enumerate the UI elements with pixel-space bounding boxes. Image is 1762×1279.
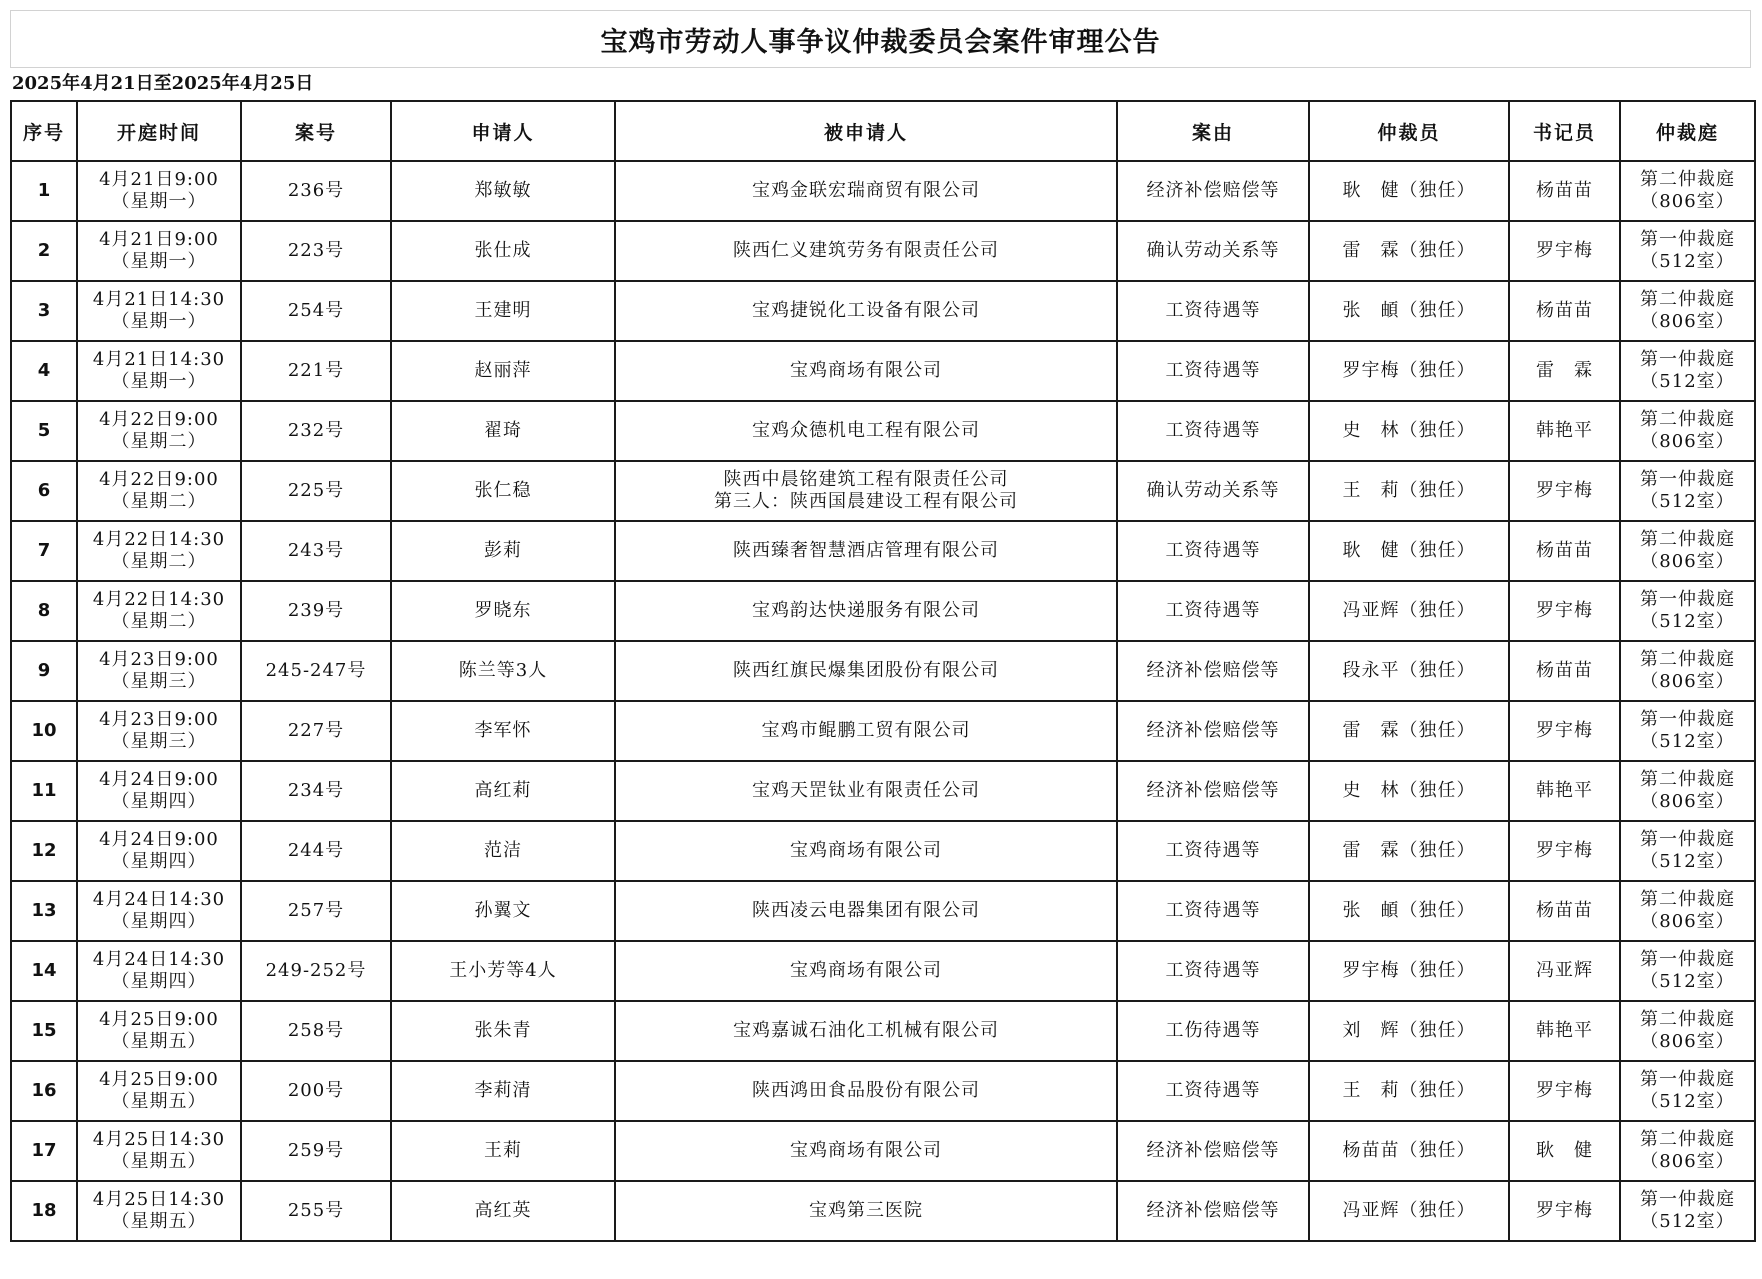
cell-clerk: 罗宇梅 bbox=[1509, 581, 1620, 641]
cell-applicant: 张朱青 bbox=[391, 1001, 615, 1061]
tribunal-name: 第二仲裁庭 bbox=[1640, 649, 1735, 670]
cell-case-number: 221号 bbox=[241, 341, 391, 401]
cell-seq: 8 bbox=[11, 581, 77, 641]
cell-hearing-time bbox=[77, 761, 241, 821]
cell-respondent bbox=[615, 1181, 1117, 1241]
hearing-weekday: （星期三） bbox=[111, 671, 207, 692]
hearing-date: 4月25日9:00 bbox=[99, 1009, 219, 1030]
cell-clerk: 雷 霖 bbox=[1509, 341, 1620, 401]
cell-cause: 工伤待遇等 bbox=[1117, 1001, 1309, 1061]
cell-tribunal bbox=[1620, 281, 1755, 341]
cell-seq: 14 bbox=[11, 941, 77, 1001]
tribunal-name: 第二仲裁庭 bbox=[1640, 529, 1735, 550]
hearing-weekday: （星期一） bbox=[111, 251, 207, 272]
header-arbitrator: 仲裁员 bbox=[1309, 101, 1509, 161]
table-row bbox=[11, 401, 1755, 461]
hearing-weekday: （星期四） bbox=[111, 911, 207, 932]
respondent-name: 陕西中晨铭建筑工程有限责任公司 bbox=[723, 469, 1009, 490]
cell-arbitrator: 张 頔（独任） bbox=[1309, 281, 1509, 341]
cell-hearing-time bbox=[77, 341, 241, 401]
hearing-date: 4月23日9:00 bbox=[99, 649, 219, 670]
table-row bbox=[11, 521, 1755, 581]
hearing-date: 4月24日14:30 bbox=[92, 949, 226, 970]
tribunal-room: （806室） bbox=[1640, 431, 1735, 452]
tribunal-room: （512室） bbox=[1640, 611, 1735, 632]
hearing-weekday: （星期二） bbox=[111, 551, 207, 572]
cell-hearing-time bbox=[77, 1061, 241, 1121]
cell-clerk: 韩艳平 bbox=[1509, 1001, 1620, 1061]
cell-hearing-time bbox=[77, 701, 241, 761]
hearing-date: 4月22日14:30 bbox=[92, 589, 226, 610]
cell-cause: 经济补偿赔偿等 bbox=[1117, 701, 1309, 761]
cell-applicant: 郑敏敏 bbox=[391, 161, 615, 221]
table-row bbox=[11, 821, 1755, 881]
respondent-name: 宝鸡韵达快递服务有限公司 bbox=[752, 600, 980, 621]
cell-seq: 12 bbox=[11, 821, 77, 881]
cell-hearing-time bbox=[77, 881, 241, 941]
respondent-name: 宝鸡捷锐化工设备有限公司 bbox=[752, 300, 980, 321]
cell-hearing-time bbox=[77, 401, 241, 461]
table-row bbox=[11, 1121, 1755, 1181]
cell-applicant: 孙翼文 bbox=[391, 881, 615, 941]
cell-cause: 工资待遇等 bbox=[1117, 521, 1309, 581]
cell-seq: 9 bbox=[11, 641, 77, 701]
tribunal-name: 第一仲裁庭 bbox=[1640, 1069, 1735, 1090]
cell-tribunal bbox=[1620, 881, 1755, 941]
cell-seq: 6 bbox=[11, 461, 77, 521]
hearing-weekday: （星期五） bbox=[111, 1151, 207, 1172]
tribunal-name: 第一仲裁庭 bbox=[1640, 1189, 1735, 1210]
cell-respondent bbox=[615, 821, 1117, 881]
tribunal-name: 第一仲裁庭 bbox=[1640, 949, 1735, 970]
tribunal-name: 第二仲裁庭 bbox=[1640, 1129, 1735, 1150]
cell-applicant: 王小芳等4人 bbox=[391, 941, 615, 1001]
cell-tribunal bbox=[1620, 581, 1755, 641]
cell-clerk: 罗宇梅 bbox=[1509, 1061, 1620, 1121]
cell-arbitrator: 史 林（独任） bbox=[1309, 761, 1509, 821]
cell-seq: 10 bbox=[11, 701, 77, 761]
cell-applicant: 范洁 bbox=[391, 821, 615, 881]
cell-hearing-time bbox=[77, 221, 241, 281]
respondent-name: 陕西鸿田食品股份有限公司 bbox=[752, 1080, 980, 1101]
tribunal-room: （806室） bbox=[1640, 551, 1735, 572]
cell-case-number: 234号 bbox=[241, 761, 391, 821]
cell-clerk: 杨苗苗 bbox=[1509, 641, 1620, 701]
header-tribunal: 仲裁庭 bbox=[1620, 101, 1755, 161]
hearing-weekday: （星期五） bbox=[111, 1031, 207, 1052]
cell-tribunal bbox=[1620, 1061, 1755, 1121]
cell-applicant: 李莉清 bbox=[391, 1061, 615, 1121]
date-range: 2025年4月21日至2025年4月25日 bbox=[12, 73, 314, 94]
cell-seq: 11 bbox=[11, 761, 77, 821]
cell-cause: 经济补偿赔偿等 bbox=[1117, 1121, 1309, 1181]
tribunal-room: （512室） bbox=[1640, 1211, 1735, 1232]
cell-applicant: 李军怀 bbox=[391, 701, 615, 761]
cell-tribunal bbox=[1620, 401, 1755, 461]
respondent-name: 陕西仁义建筑劳务有限责任公司 bbox=[733, 240, 999, 261]
hearing-date: 4月22日9:00 bbox=[99, 409, 219, 430]
table-row bbox=[11, 761, 1755, 821]
hearing-weekday: （星期二） bbox=[111, 611, 207, 632]
tribunal-room: （512室） bbox=[1640, 491, 1735, 512]
cell-case-number: 239号 bbox=[241, 581, 391, 641]
cell-arbitrator: 杨苗苗（独任） bbox=[1309, 1121, 1509, 1181]
hearing-weekday: （星期二） bbox=[111, 491, 207, 512]
cell-arbitrator: 雷 霖（独任） bbox=[1309, 821, 1509, 881]
cell-respondent bbox=[615, 461, 1117, 521]
cell-seq: 5 bbox=[11, 401, 77, 461]
cell-respondent bbox=[615, 701, 1117, 761]
respondent-name: 宝鸡商场有限公司 bbox=[790, 960, 942, 981]
cell-respondent bbox=[615, 1001, 1117, 1061]
hearing-weekday: （星期四） bbox=[111, 791, 207, 812]
cell-arbitrator: 耿 健（独任） bbox=[1309, 521, 1509, 581]
hearing-date: 4月22日9:00 bbox=[99, 469, 219, 490]
cell-respondent bbox=[615, 881, 1117, 941]
tribunal-room: （806室） bbox=[1640, 911, 1735, 932]
cell-arbitrator: 雷 霖（独任） bbox=[1309, 701, 1509, 761]
cell-tribunal bbox=[1620, 701, 1755, 761]
cell-clerk: 耿 健 bbox=[1509, 1121, 1620, 1181]
table-row bbox=[11, 341, 1755, 401]
cell-hearing-time bbox=[77, 821, 241, 881]
hearing-weekday: （星期四） bbox=[111, 971, 207, 992]
cell-applicant: 张仁稳 bbox=[391, 461, 615, 521]
hearing-weekday: （星期一） bbox=[111, 191, 207, 212]
respondent-name: 宝鸡商场有限公司 bbox=[790, 840, 942, 861]
cell-arbitrator: 王 莉（独任） bbox=[1309, 1061, 1509, 1121]
cell-arbitrator: 张 頔（独任） bbox=[1309, 881, 1509, 941]
table-row bbox=[11, 1001, 1755, 1061]
tribunal-name: 第一仲裁庭 bbox=[1640, 349, 1735, 370]
tribunal-name: 第一仲裁庭 bbox=[1640, 709, 1735, 730]
cell-cause: 确认劳动关系等 bbox=[1117, 221, 1309, 281]
cell-case-number: 232号 bbox=[241, 401, 391, 461]
tribunal-name: 第一仲裁庭 bbox=[1640, 229, 1735, 250]
table-row bbox=[11, 161, 1755, 221]
cell-respondent bbox=[615, 221, 1117, 281]
hearing-date: 4月25日14:30 bbox=[92, 1129, 226, 1150]
cell-case-number: 258号 bbox=[241, 1001, 391, 1061]
header-respondent: 被申请人 bbox=[615, 101, 1117, 161]
cell-case-number: 254号 bbox=[241, 281, 391, 341]
cell-arbitrator: 刘 辉（独任） bbox=[1309, 1001, 1509, 1061]
cell-arbitrator: 王 莉（独任） bbox=[1309, 461, 1509, 521]
cell-respondent bbox=[615, 641, 1117, 701]
respondent-name: 陕西臻奢智慧酒店管理有限公司 bbox=[733, 540, 999, 561]
cell-seq: 13 bbox=[11, 881, 77, 941]
cell-tribunal bbox=[1620, 521, 1755, 581]
cell-respondent bbox=[615, 761, 1117, 821]
table-row bbox=[11, 1061, 1755, 1121]
cell-cause: 工资待遇等 bbox=[1117, 821, 1309, 881]
cell-cause: 工资待遇等 bbox=[1117, 341, 1309, 401]
tribunal-room: （806室） bbox=[1640, 671, 1735, 692]
table-row bbox=[11, 281, 1755, 341]
hearing-date: 4月21日9:00 bbox=[99, 229, 219, 250]
tribunal-room: （512室） bbox=[1640, 731, 1735, 752]
cell-arbitrator: 史 林（独任） bbox=[1309, 401, 1509, 461]
cell-respondent bbox=[615, 1061, 1117, 1121]
cell-respondent bbox=[615, 281, 1117, 341]
cell-applicant: 赵丽萍 bbox=[391, 341, 615, 401]
page-title: 宝鸡市劳动人事争议仲裁委员会案件审理公告 bbox=[10, 10, 1751, 68]
cell-respondent bbox=[615, 941, 1117, 1001]
cell-applicant: 彭莉 bbox=[391, 521, 615, 581]
cell-tribunal bbox=[1620, 821, 1755, 881]
cell-tribunal bbox=[1620, 461, 1755, 521]
cell-hearing-time bbox=[77, 941, 241, 1001]
table-row bbox=[11, 221, 1755, 281]
hearing-schedule-table bbox=[10, 100, 1756, 1242]
tribunal-room: （512室） bbox=[1640, 971, 1735, 992]
cell-tribunal bbox=[1620, 761, 1755, 821]
respondent-name: 宝鸡市鲲鹏工贸有限公司 bbox=[761, 720, 971, 741]
cell-case-number: 227号 bbox=[241, 701, 391, 761]
cell-respondent bbox=[615, 1121, 1117, 1181]
respondent-name: 宝鸡商场有限公司 bbox=[790, 1140, 942, 1161]
cell-cause: 经济补偿赔偿等 bbox=[1117, 161, 1309, 221]
cell-clerk: 罗宇梅 bbox=[1509, 701, 1620, 761]
hearing-date: 4月24日9:00 bbox=[99, 769, 219, 790]
cell-cause: 工资待遇等 bbox=[1117, 941, 1309, 1001]
tribunal-name: 第二仲裁庭 bbox=[1640, 1009, 1735, 1030]
tribunal-name: 第一仲裁庭 bbox=[1640, 829, 1735, 850]
cell-tribunal bbox=[1620, 1181, 1755, 1241]
cell-tribunal bbox=[1620, 161, 1755, 221]
cell-applicant: 张仕成 bbox=[391, 221, 615, 281]
cell-case-number: 245-247号 bbox=[241, 641, 391, 701]
cell-arbitrator: 罗宇梅（独任） bbox=[1309, 941, 1509, 1001]
cell-cause: 工资待遇等 bbox=[1117, 281, 1309, 341]
cell-tribunal bbox=[1620, 341, 1755, 401]
hearing-date: 4月21日14:30 bbox=[92, 349, 226, 370]
cell-respondent bbox=[615, 401, 1117, 461]
cell-hearing-time bbox=[77, 581, 241, 641]
cell-case-number: 249-252号 bbox=[241, 941, 391, 1001]
cell-case-number: 223号 bbox=[241, 221, 391, 281]
cell-cause: 工资待遇等 bbox=[1117, 581, 1309, 641]
tribunal-name: 第二仲裁庭 bbox=[1640, 769, 1735, 790]
cell-cause: 工资待遇等 bbox=[1117, 401, 1309, 461]
tribunal-room: （806室） bbox=[1640, 311, 1735, 332]
cell-seq: 2 bbox=[11, 221, 77, 281]
cell-hearing-time bbox=[77, 461, 241, 521]
cell-clerk: 杨苗苗 bbox=[1509, 161, 1620, 221]
cell-seq: 7 bbox=[11, 521, 77, 581]
cell-clerk: 冯亚辉 bbox=[1509, 941, 1620, 1001]
cell-seq: 3 bbox=[11, 281, 77, 341]
respondent-name: 宝鸡金联宏瑞商贸有限公司 bbox=[752, 180, 980, 201]
cell-case-number: 244号 bbox=[241, 821, 391, 881]
cell-case-number: 200号 bbox=[241, 1061, 391, 1121]
cell-hearing-time bbox=[77, 641, 241, 701]
cell-tribunal bbox=[1620, 221, 1755, 281]
cell-case-number: 236号 bbox=[241, 161, 391, 221]
cell-clerk: 罗宇梅 bbox=[1509, 821, 1620, 881]
cell-cause: 经济补偿赔偿等 bbox=[1117, 761, 1309, 821]
hearing-date: 4月24日14:30 bbox=[92, 889, 226, 910]
cell-clerk: 杨苗苗 bbox=[1509, 881, 1620, 941]
hearing-date: 4月23日9:00 bbox=[99, 709, 219, 730]
cell-seq: 16 bbox=[11, 1061, 77, 1121]
cell-cause: 确认劳动关系等 bbox=[1117, 461, 1309, 521]
tribunal-name: 第二仲裁庭 bbox=[1640, 889, 1735, 910]
hearing-weekday: （星期三） bbox=[111, 731, 207, 752]
table-header-row bbox=[11, 101, 1755, 161]
cell-hearing-time bbox=[77, 1181, 241, 1241]
cell-cause: 经济补偿赔偿等 bbox=[1117, 641, 1309, 701]
cell-applicant: 翟琦 bbox=[391, 401, 615, 461]
respondent-name: 陕西红旗民爆集团股份有限公司 bbox=[733, 660, 999, 681]
cell-seq: 4 bbox=[11, 341, 77, 401]
cell-tribunal bbox=[1620, 941, 1755, 1001]
header-hearing-time: 开庭时间 bbox=[77, 101, 241, 161]
tribunal-name: 第二仲裁庭 bbox=[1640, 169, 1735, 190]
cell-arbitrator: 冯亚辉（独任） bbox=[1309, 581, 1509, 641]
hearing-weekday: （星期一） bbox=[111, 371, 207, 392]
tribunal-room: （806室） bbox=[1640, 1151, 1735, 1172]
header-case-number: 案号 bbox=[241, 101, 391, 161]
tribunal-name: 第一仲裁庭 bbox=[1640, 469, 1735, 490]
cell-clerk: 韩艳平 bbox=[1509, 401, 1620, 461]
cell-case-number: 225号 bbox=[241, 461, 391, 521]
header-seq: 序号 bbox=[11, 101, 77, 161]
cell-seq: 18 bbox=[11, 1181, 77, 1241]
hearing-weekday: （星期二） bbox=[111, 431, 207, 452]
respondent-name: 宝鸡众德机电工程有限公司 bbox=[752, 420, 980, 441]
tribunal-room: （806室） bbox=[1640, 791, 1735, 812]
hearing-weekday: （星期四） bbox=[111, 851, 207, 872]
respondent-name: 宝鸡嘉诚石油化工机械有限公司 bbox=[733, 1020, 999, 1041]
cell-hearing-time bbox=[77, 1121, 241, 1181]
table-row bbox=[11, 701, 1755, 761]
cell-tribunal bbox=[1620, 1121, 1755, 1181]
cell-arbitrator: 雷 霖（独任） bbox=[1309, 221, 1509, 281]
cell-clerk: 杨苗苗 bbox=[1509, 521, 1620, 581]
cell-arbitrator: 罗宇梅（独任） bbox=[1309, 341, 1509, 401]
table-row bbox=[11, 461, 1755, 521]
tribunal-name: 第二仲裁庭 bbox=[1640, 289, 1735, 310]
cell-hearing-time bbox=[77, 281, 241, 341]
hearing-weekday: （星期五） bbox=[111, 1211, 207, 1232]
tribunal-name: 第一仲裁庭 bbox=[1640, 589, 1735, 610]
cell-clerk: 罗宇梅 bbox=[1509, 461, 1620, 521]
hearing-date: 4月24日9:00 bbox=[99, 829, 219, 850]
respondent-name: 宝鸡第三医院 bbox=[809, 1200, 923, 1221]
hearing-weekday: （星期一） bbox=[111, 311, 207, 332]
tribunal-room: （806室） bbox=[1640, 191, 1735, 212]
cell-clerk: 罗宇梅 bbox=[1509, 1181, 1620, 1241]
cell-clerk: 杨苗苗 bbox=[1509, 281, 1620, 341]
hearing-date: 4月25日14:30 bbox=[92, 1189, 226, 1210]
cell-tribunal bbox=[1620, 1001, 1755, 1061]
cell-arbitrator: 耿 健（独任） bbox=[1309, 161, 1509, 221]
cell-cause: 工资待遇等 bbox=[1117, 1061, 1309, 1121]
cell-case-number: 257号 bbox=[241, 881, 391, 941]
tribunal-room: （512室） bbox=[1640, 251, 1735, 272]
header-cause: 案由 bbox=[1117, 101, 1309, 161]
hearing-date: 4月21日14:30 bbox=[92, 289, 226, 310]
cell-applicant: 罗晓东 bbox=[391, 581, 615, 641]
tribunal-room: （512室） bbox=[1640, 851, 1735, 872]
table-row bbox=[11, 1181, 1755, 1241]
header-clerk: 书记员 bbox=[1509, 101, 1620, 161]
cell-applicant: 王建明 bbox=[391, 281, 615, 341]
third-party-name: 第三人：陕西国晨建设工程有限公司 bbox=[714, 491, 1018, 512]
cell-respondent bbox=[615, 521, 1117, 581]
cell-applicant: 王莉 bbox=[391, 1121, 615, 1181]
respondent-name: 宝鸡商场有限公司 bbox=[790, 360, 942, 381]
cell-tribunal bbox=[1620, 641, 1755, 701]
cell-respondent bbox=[615, 581, 1117, 641]
tribunal-room: （512室） bbox=[1640, 371, 1735, 392]
cell-hearing-time bbox=[77, 161, 241, 221]
cell-case-number: 243号 bbox=[241, 521, 391, 581]
cell-cause: 经济补偿赔偿等 bbox=[1117, 1181, 1309, 1241]
hearing-date: 4月21日9:00 bbox=[99, 169, 219, 190]
cell-arbitrator: 段永平（独任） bbox=[1309, 641, 1509, 701]
cell-applicant: 陈兰等3人 bbox=[391, 641, 615, 701]
cell-hearing-time bbox=[77, 521, 241, 581]
cell-respondent bbox=[615, 341, 1117, 401]
table-body bbox=[11, 161, 1755, 1241]
table-row bbox=[11, 581, 1755, 641]
cell-hearing-time bbox=[77, 1001, 241, 1061]
tribunal-room: （806室） bbox=[1640, 1031, 1735, 1052]
table-row bbox=[11, 881, 1755, 941]
cell-applicant: 高红英 bbox=[391, 1181, 615, 1241]
hearing-weekday: （星期五） bbox=[111, 1091, 207, 1112]
table-row bbox=[11, 941, 1755, 1001]
hearing-date: 4月25日9:00 bbox=[99, 1069, 219, 1090]
cell-applicant: 高红莉 bbox=[391, 761, 615, 821]
hearing-date: 4月22日14:30 bbox=[92, 529, 226, 550]
cell-seq: 1 bbox=[11, 161, 77, 221]
respondent-name: 陕西凌云电器集团有限公司 bbox=[752, 900, 980, 921]
header-applicant: 申请人 bbox=[391, 101, 615, 161]
cell-case-number: 259号 bbox=[241, 1121, 391, 1181]
respondent-name: 宝鸡天罡钛业有限责任公司 bbox=[752, 780, 980, 801]
cell-arbitrator: 冯亚辉（独任） bbox=[1309, 1181, 1509, 1241]
cell-case-number: 255号 bbox=[241, 1181, 391, 1241]
cell-seq: 17 bbox=[11, 1121, 77, 1181]
cell-cause: 工资待遇等 bbox=[1117, 881, 1309, 941]
cell-seq: 15 bbox=[11, 1001, 77, 1061]
cell-clerk: 韩艳平 bbox=[1509, 761, 1620, 821]
cell-respondent bbox=[615, 161, 1117, 221]
table-row bbox=[11, 641, 1755, 701]
cell-clerk: 罗宇梅 bbox=[1509, 221, 1620, 281]
tribunal-name: 第二仲裁庭 bbox=[1640, 409, 1735, 430]
tribunal-room: （512室） bbox=[1640, 1091, 1735, 1112]
